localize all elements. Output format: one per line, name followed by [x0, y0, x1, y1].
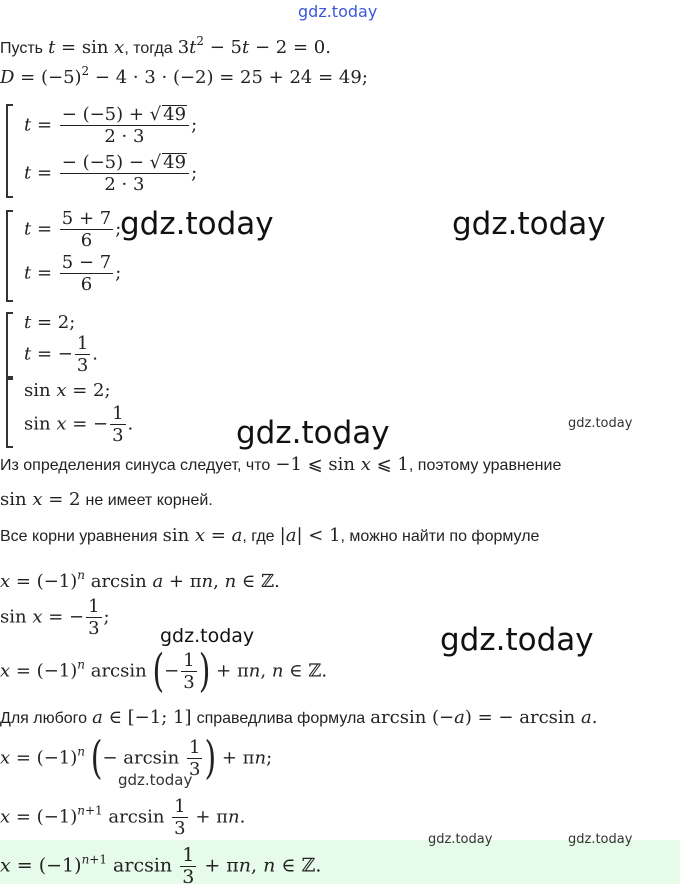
general-formula: $x = (-1)^n$ arcsin a + πn, n ∈ ℤ.: [0, 568, 280, 592]
system-bracket-3: [6, 312, 13, 378]
odd-applied-formula: $x = (-1)^n$ (− arcsin $\frac{1}{3}$ ) + πn;: [0, 732, 273, 785]
system-bracket-1: [6, 104, 13, 198]
intro-mid-text: , тогда: [124, 40, 173, 57]
watermark-6: gdz.today: [440, 622, 594, 658]
watermark-4: gdz.today: [568, 416, 633, 431]
root-formula-minus: t = $\frac{- (-5) - √ 49}{2 \cdot 3}$ ;: [24, 152, 198, 195]
discriminant-line: $D = (-5)^2 - 4 \cdot 3 \cdot (-2) = 25 + 24 = 49$;: [0, 64, 368, 88]
sin-equation-2: sin x = − $\frac{1}{3}$ .: [24, 403, 134, 446]
root-formula-plus: t = $\frac{- (-5) + √ 49}{2 \cdot 3}$ ;: [24, 104, 198, 147]
watermark-2: gdz.today: [452, 206, 606, 242]
intro-prefix-text: Пусть: [0, 40, 43, 57]
no-roots-line: [0, 489, 213, 510]
root-value-2: t = − $\frac{1}{3}$ .: [24, 333, 99, 376]
watermark-5: gdz.today: [160, 625, 255, 647]
final-answer: $x = (-1)^{n+1}$ arcsin $\frac{1}{3}$ + πn, n ∈ ℤ.: [0, 844, 322, 888]
watermark-7: gdz.today: [118, 771, 193, 789]
root-simplified-minus: t = $\frac{5 - 7}{6}$ ;: [24, 252, 122, 295]
sin-minus-third: sin x = − $\frac{1}{3}$ ;: [0, 596, 110, 639]
line-substitution: [0, 34, 331, 58]
sin-equals-a: sin x = a: [162, 525, 243, 546]
root-simplified-plus: t = $\frac{5 + 7}{6}$ ;: [24, 208, 122, 251]
arcsin-rule-text-2: справедлива формула: [196, 710, 366, 727]
a-interval: a ∈ [−1; 1]: [92, 707, 192, 728]
sin-equation-1: sin x = 2;: [24, 380, 111, 401]
no-roots-text: не имеет корней.: [85, 492, 213, 509]
combined-sign-formula: $x = (-1)^{n+1}$ arcsin $\frac{1}{3}$ + πn.: [0, 796, 246, 839]
definition-text-1: Из определения синуса следует, что: [0, 457, 271, 474]
sine-range: −1 ⩽ sin x ⩽ 1: [275, 454, 409, 475]
arcsin-odd-formula: arcsin (−a) = − arcsin a.: [370, 707, 598, 728]
all-roots-line: [0, 525, 539, 546]
all-roots-text-2: , где: [242, 528, 275, 545]
system-bracket-2: [6, 210, 13, 302]
substitution-formula: t = sin x: [48, 37, 125, 58]
sin-equals-2: sin x = 2: [0, 489, 81, 510]
all-roots-text-1: Все корни уравнения: [0, 528, 158, 545]
arcsin-rule-text-1: Для любого: [0, 710, 88, 727]
definition-text-2: , поэтому уравнение: [408, 457, 562, 474]
watermark-3: gdz.today: [236, 415, 390, 451]
system-bracket-4: [6, 378, 13, 448]
arcsin-rule-line: [0, 707, 597, 728]
abs-a-condition: |a| < 1: [279, 525, 341, 546]
root-value-1: t = 2;: [24, 312, 76, 333]
watermark-8: gdz.today: [428, 832, 493, 847]
quadratic-equation: $3t^2 - 5t - 2 = 0$.: [177, 34, 331, 58]
watermark-1: gdz.today: [120, 206, 274, 242]
definition-line: [0, 454, 561, 475]
all-roots-text-3: , можно найти по формуле: [340, 528, 540, 545]
watermark-top: gdz.today: [298, 2, 378, 21]
substituted-formula: $x = (-1)^n$ arcsin (− $\frac{1}{3}$ ) + πn, n ∈ ℤ.: [0, 645, 328, 698]
watermark-9: gdz.today: [568, 832, 633, 847]
